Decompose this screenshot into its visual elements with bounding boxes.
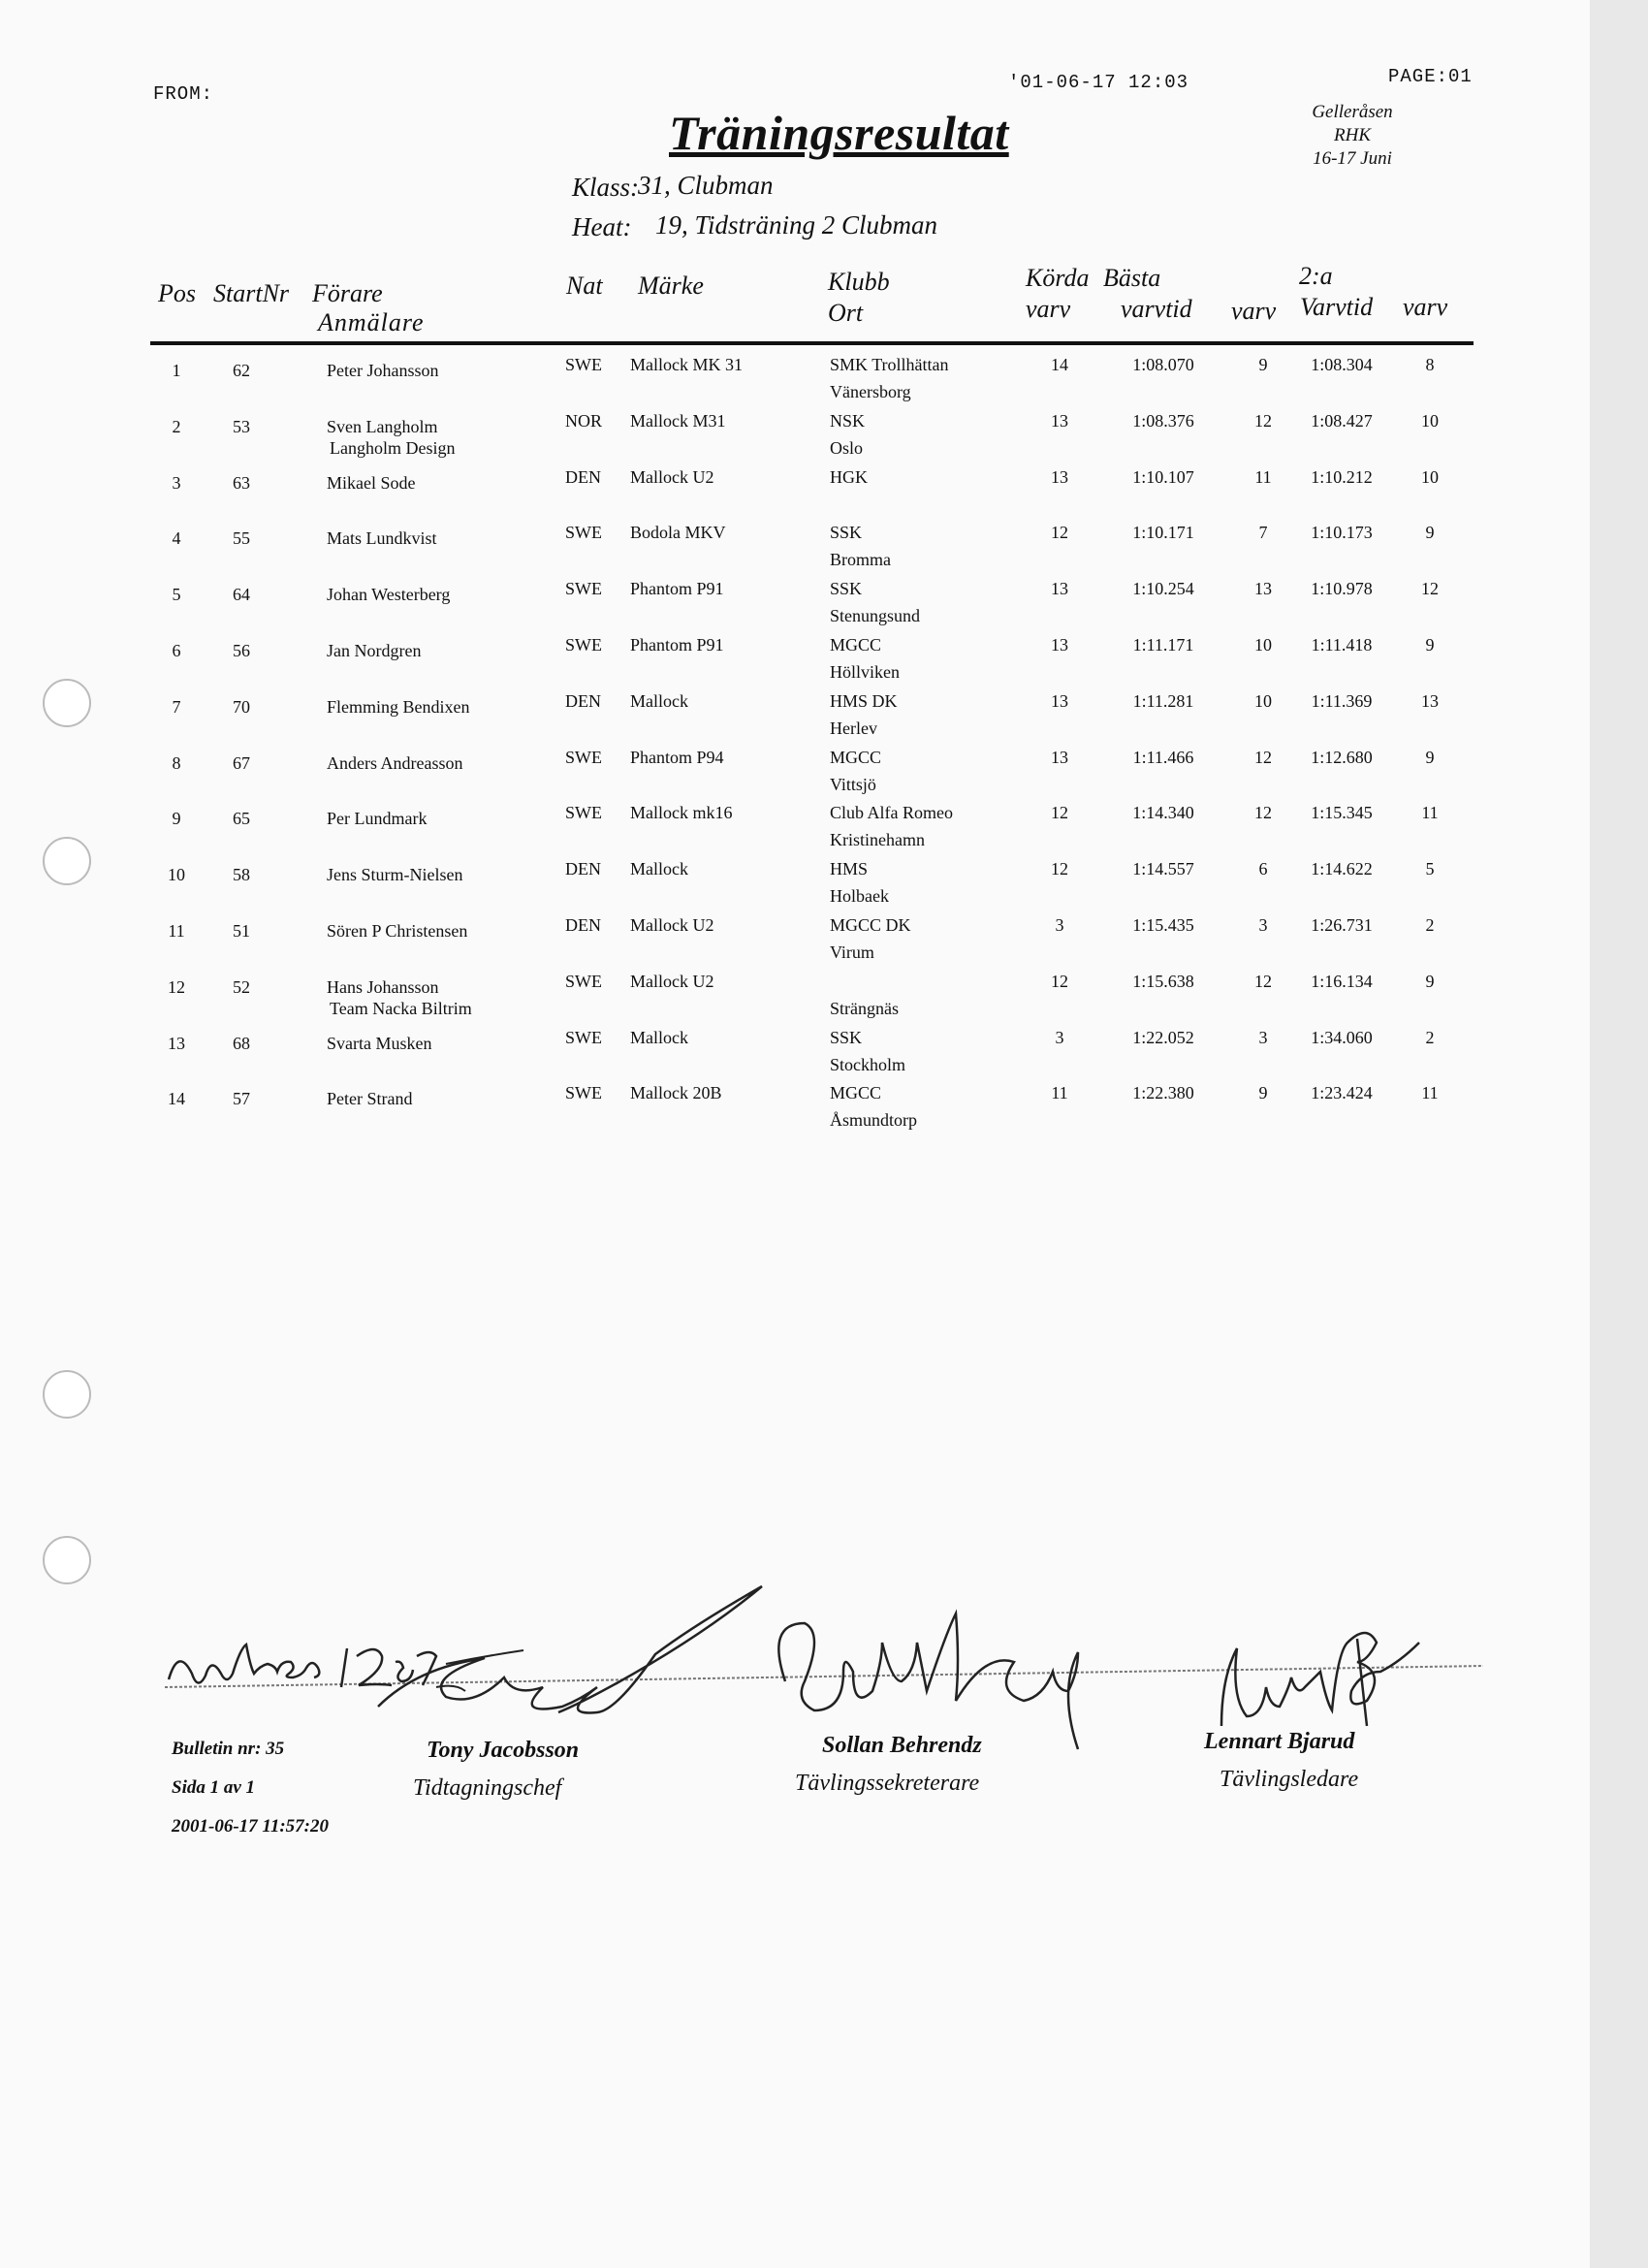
cell-second: 1:16.134 — [1311, 971, 1373, 991]
cell-pos: 8 — [172, 752, 181, 773]
cell-city: Kristinehamn — [830, 830, 925, 850]
cell-second-lap: 9 — [1425, 635, 1435, 655]
cell-best-lap: 12 — [1254, 971, 1272, 991]
cell-city: Åsmundtorp — [830, 1110, 917, 1131]
cell-second: 1:23.424 — [1311, 1083, 1373, 1103]
cell-club: MGCC DK — [830, 915, 911, 935]
cell-city: Oslo — [830, 437, 864, 458]
cell-start: 55 — [233, 528, 250, 549]
cell-entrant: Langholm Design — [330, 437, 456, 458]
cell-start: 67 — [233, 752, 250, 773]
cell-driver: Svarta Musken — [327, 1033, 432, 1053]
cell-laps: 13 — [1051, 747, 1068, 767]
cell-brand: Phantom P91 — [630, 635, 724, 655]
cell-club: SMK Trollhättan — [830, 355, 949, 374]
cell-brand: Mallock mk16 — [630, 803, 733, 823]
cell-best: 1:10.171 — [1132, 523, 1194, 543]
cell-best-lap: 6 — [1258, 859, 1268, 879]
bulletin-timestamp: 2001-06-17 11:57:20 — [172, 1816, 330, 1837]
cell-nat: SWE — [565, 971, 602, 991]
cell-best: 1:14.557 — [1132, 859, 1194, 879]
cell-second-lap: 13 — [1421, 690, 1439, 711]
cell-start: 53 — [233, 416, 250, 436]
col-marke: Märke — [638, 272, 704, 300]
cell-nat: SWE — [565, 579, 602, 599]
cell-laps: 13 — [1051, 635, 1068, 655]
cell-start: 57 — [233, 1089, 250, 1109]
cell-pos: 6 — [172, 641, 181, 660]
cell-best: 1:22.380 — [1132, 1083, 1194, 1103]
cell-best-lap: 11 — [1254, 466, 1272, 487]
cell-laps: 13 — [1051, 410, 1068, 431]
cell-club: HMS DK — [830, 690, 898, 711]
cell-club: SSK — [830, 523, 863, 543]
cell-second: 1:08.304 — [1311, 355, 1373, 374]
cell-brand: Phantom P94 — [630, 747, 724, 767]
punch-hole — [43, 679, 91, 727]
cell-laps: 12 — [1051, 523, 1068, 543]
cell-second-lap: 11 — [1421, 803, 1439, 823]
cell-second: 1:10.212 — [1311, 466, 1373, 487]
col-korda-sub: varv — [1026, 295, 1071, 323]
cell-pos: 10 — [168, 865, 185, 885]
cell-start: 51 — [233, 921, 250, 941]
col-ort: Ort — [828, 299, 864, 327]
cell-second: 1:15.345 — [1311, 803, 1373, 823]
cell-second-lap: 9 — [1425, 523, 1435, 543]
cell-start: 58 — [233, 865, 250, 885]
cell-city: Vittsjö — [830, 774, 876, 794]
cell-driver: Jens Sturm-Nielsen — [327, 865, 463, 885]
signature-name-secretary: Sollan Behrendz — [822, 1733, 982, 1758]
cell-brand: Mallock 20B — [630, 1083, 722, 1103]
cell-city: Holbaek — [830, 886, 889, 907]
cell-best: 1:08.376 — [1132, 410, 1194, 431]
cell-laps: 13 — [1051, 579, 1068, 599]
cell-laps: 14 — [1051, 355, 1068, 374]
cell-laps: 12 — [1051, 971, 1068, 991]
cell-laps: 3 — [1055, 915, 1064, 935]
punch-hole — [43, 1370, 91, 1419]
signature-name-timing-chief: Tony Jacobsson — [427, 1738, 580, 1763]
page-title: Träningsresultat — [669, 106, 1009, 160]
cell-best: 1:11.281 — [1132, 690, 1194, 711]
cell-second-lap: 9 — [1425, 971, 1435, 991]
bulletin-page: Sida 1 av 1 — [172, 1777, 256, 1798]
cell-brand: Mallock U2 — [630, 915, 714, 935]
cell-club: HMS — [830, 859, 869, 879]
signature-role-timing-chief: Tidtagningschef — [413, 1775, 562, 1801]
cell-club: NSK — [830, 410, 866, 431]
cell-laps: 13 — [1051, 690, 1068, 711]
col-basta-sub: varvtid — [1121, 295, 1192, 323]
cell-nat: DEN — [565, 690, 601, 711]
col-basta: Bästa — [1103, 264, 1161, 292]
cell-best-lap: 12 — [1254, 410, 1272, 431]
cell-city: Strängnäs — [830, 998, 899, 1018]
cell-driver: Flemming Bendixen — [327, 696, 470, 717]
cell-driver: Johan Westerberg — [327, 585, 451, 605]
cell-brand: Mallock U2 — [630, 466, 714, 487]
cell-best: 1:11.171 — [1132, 635, 1194, 655]
cell-second-lap: 10 — [1421, 466, 1439, 487]
cell-start: 56 — [233, 641, 250, 660]
cell-second: 1:26.731 — [1311, 915, 1373, 935]
cell-nat: DEN — [565, 859, 601, 879]
cell-driver: Peter Strand — [327, 1089, 413, 1109]
cell-nat: NOR — [565, 410, 603, 431]
cell-best: 1:15.638 — [1132, 971, 1194, 991]
cell-second: 1:11.418 — [1311, 635, 1373, 655]
cell-driver: Sven Langholm — [327, 416, 438, 436]
cell-city: Stockholm — [830, 1054, 906, 1074]
fax-datetime: '01-06-17 12:03 — [1008, 72, 1189, 93]
col-startnr: StartNr — [213, 279, 290, 307]
cell-driver: Sören P Christensen — [327, 921, 468, 941]
cell-pos: 9 — [172, 809, 181, 829]
cell-second: 1:08.427 — [1311, 410, 1373, 431]
cell-brand: Bodola MKV — [630, 523, 726, 543]
cell-start: 65 — [233, 809, 250, 829]
cell-club: HGK — [830, 466, 868, 487]
col-varv: varv — [1231, 297, 1277, 325]
event-club: RHK — [1334, 125, 1371, 145]
fax-from-label: FROM: — [153, 83, 214, 105]
cell-laps: 3 — [1055, 1027, 1064, 1047]
cell-start: 64 — [233, 585, 250, 605]
cell-nat: SWE — [565, 635, 602, 655]
signature-role-race-director: Tävlingsledare — [1220, 1767, 1359, 1792]
col-pos: Pos — [158, 279, 196, 307]
header-rule — [150, 341, 1474, 345]
cell-nat: SWE — [565, 523, 602, 543]
cell-best: 1:14.340 — [1132, 803, 1194, 823]
event-venue: Gelleråsen — [1312, 102, 1393, 122]
cell-best-lap: 13 — [1254, 579, 1272, 599]
fax-page-number: PAGE:01 — [1388, 66, 1473, 87]
bulletin-number: Bulletin nr: 35 — [172, 1739, 285, 1759]
cell-best-lap: 10 — [1254, 635, 1272, 655]
cell-second-lap: 10 — [1421, 410, 1439, 431]
cell-pos: 7 — [172, 696, 181, 717]
cell-club: MGCC — [830, 1083, 882, 1103]
cell-start: 70 — [233, 696, 250, 717]
cell-best-lap: 10 — [1254, 690, 1272, 711]
cell-brand: Mallock — [630, 690, 688, 711]
cell-brand: Phantom P91 — [630, 579, 724, 599]
cell-second: 1:10.978 — [1311, 579, 1373, 599]
heat-label: Heat: — [572, 212, 632, 241]
cell-pos: 12 — [168, 976, 185, 997]
cell-club: Club Alfa Romeo — [830, 803, 953, 823]
cell-best: 1:10.254 — [1132, 579, 1194, 599]
cell-best: 1:10.107 — [1132, 466, 1194, 487]
cell-nat: SWE — [565, 1083, 602, 1103]
klass-label: Klass: — [572, 173, 640, 202]
cell-city: Höllviken — [830, 662, 900, 682]
col-nat: Nat — [566, 272, 603, 300]
cell-best-lap: 3 — [1258, 1027, 1268, 1047]
cell-city: Virum — [830, 942, 874, 962]
cell-nat: SWE — [565, 1027, 602, 1047]
cell-entrant: Team Nacka Biltrim — [330, 998, 472, 1018]
col-anmalare: Anmälare — [318, 308, 425, 336]
cell-driver: Per Lundmark — [327, 809, 428, 829]
cell-best-lap: 12 — [1254, 803, 1272, 823]
cell-driver: Anders Andreasson — [327, 752, 463, 773]
cell-driver: Hans Johansson — [327, 976, 439, 997]
cell-best-lap: 12 — [1254, 747, 1272, 767]
cell-club: SSK — [830, 579, 863, 599]
cell-club: MGCC — [830, 635, 882, 655]
cell-laps: 11 — [1051, 1083, 1068, 1103]
cell-brand: Mallock — [630, 859, 688, 879]
cell-start: 68 — [233, 1033, 250, 1053]
cell-best-lap: 9 — [1258, 355, 1268, 374]
event-dates: 16-17 Juni — [1313, 148, 1392, 169]
cell-start: 52 — [233, 976, 250, 997]
cell-city: Bromma — [830, 550, 891, 570]
cell-club: SSK — [830, 1027, 863, 1047]
cell-best: 1:22.052 — [1132, 1027, 1194, 1047]
cell-nat: DEN — [565, 466, 601, 487]
heat-value: 19, Tidsträning 2 Clubman — [655, 210, 938, 240]
col-second-varv: varv — [1403, 293, 1448, 321]
cell-second-lap: 2 — [1425, 1027, 1435, 1047]
punch-hole — [43, 837, 91, 885]
cell-pos: 13 — [168, 1033, 185, 1053]
cell-pos: 1 — [172, 361, 181, 380]
cell-driver: Mats Lundkvist — [327, 528, 437, 549]
cell-nat: SWE — [565, 747, 602, 767]
cell-city: Herlev — [830, 718, 877, 738]
cell-brand: Mallock — [630, 1027, 688, 1047]
cell-nat: SWE — [565, 355, 602, 374]
cell-best-lap: 7 — [1258, 523, 1268, 543]
cell-nat: DEN — [565, 915, 601, 935]
cell-city: Stenungsund — [830, 606, 921, 626]
cell-laps: 13 — [1051, 466, 1068, 487]
col-second-varvtid: Varvtid — [1300, 293, 1374, 321]
col-korda: Körda — [1026, 264, 1090, 292]
bulletin-info — [172, 1730, 329, 1846]
cell-best-lap: 3 — [1258, 915, 1268, 935]
cell-driver: Mikael Sode — [327, 472, 416, 493]
cell-pos: 3 — [172, 472, 181, 493]
cell-second: 1:14.622 — [1311, 859, 1373, 879]
cell-second: 1:34.060 — [1311, 1027, 1373, 1047]
cell-driver: Peter Johansson — [327, 361, 439, 380]
cell-start: 62 — [233, 361, 250, 380]
cell-pos: 5 — [172, 585, 181, 605]
signature-role-secretary: Tävlingssekreterare — [795, 1771, 980, 1796]
col-klubb: Klubb — [828, 268, 890, 296]
cell-pos: 14 — [168, 1089, 185, 1109]
cell-best-lap: 9 — [1258, 1083, 1268, 1103]
scan-edge — [1590, 0, 1648, 2268]
cell-pos: 4 — [172, 528, 181, 549]
cell-driver: Jan Nordgren — [327, 641, 422, 660]
cell-pos: 2 — [172, 416, 181, 436]
cell-second-lap: 8 — [1425, 355, 1435, 374]
cell-laps: 12 — [1051, 803, 1068, 823]
cell-second-lap: 12 — [1421, 579, 1439, 599]
cell-second-lap: 2 — [1425, 915, 1435, 935]
cell-second: 1:11.369 — [1311, 690, 1373, 711]
cell-best: 1:15.435 — [1132, 915, 1194, 935]
cell-brand: Mallock MK 31 — [630, 355, 743, 374]
cell-second-lap: 9 — [1425, 747, 1435, 767]
cell-second: 1:10.173 — [1311, 523, 1373, 543]
klass-value: 31, Clubman — [638, 171, 774, 200]
cell-best: 1:11.466 — [1132, 747, 1194, 767]
cell-laps: 12 — [1051, 859, 1068, 879]
cell-second: 1:12.680 — [1311, 747, 1373, 767]
cell-second-lap: 11 — [1421, 1083, 1439, 1103]
cell-brand: Mallock U2 — [630, 971, 714, 991]
signature-name-race-director: Lennart Bjarud — [1204, 1729, 1355, 1754]
cell-pos: 11 — [168, 921, 185, 941]
cell-nat: SWE — [565, 803, 602, 823]
event-info — [1294, 101, 1410, 171]
col-forare: Förare — [312, 279, 383, 307]
col-second: 2:a — [1299, 262, 1333, 290]
cell-best: 1:08.070 — [1132, 355, 1194, 374]
cell-club: MGCC — [830, 747, 882, 767]
punch-hole — [43, 1536, 91, 1584]
cell-brand: Mallock M31 — [630, 410, 726, 431]
cell-second-lap: 5 — [1425, 859, 1435, 879]
cell-start: 63 — [233, 472, 250, 493]
cell-city: Vänersborg — [830, 382, 911, 401]
